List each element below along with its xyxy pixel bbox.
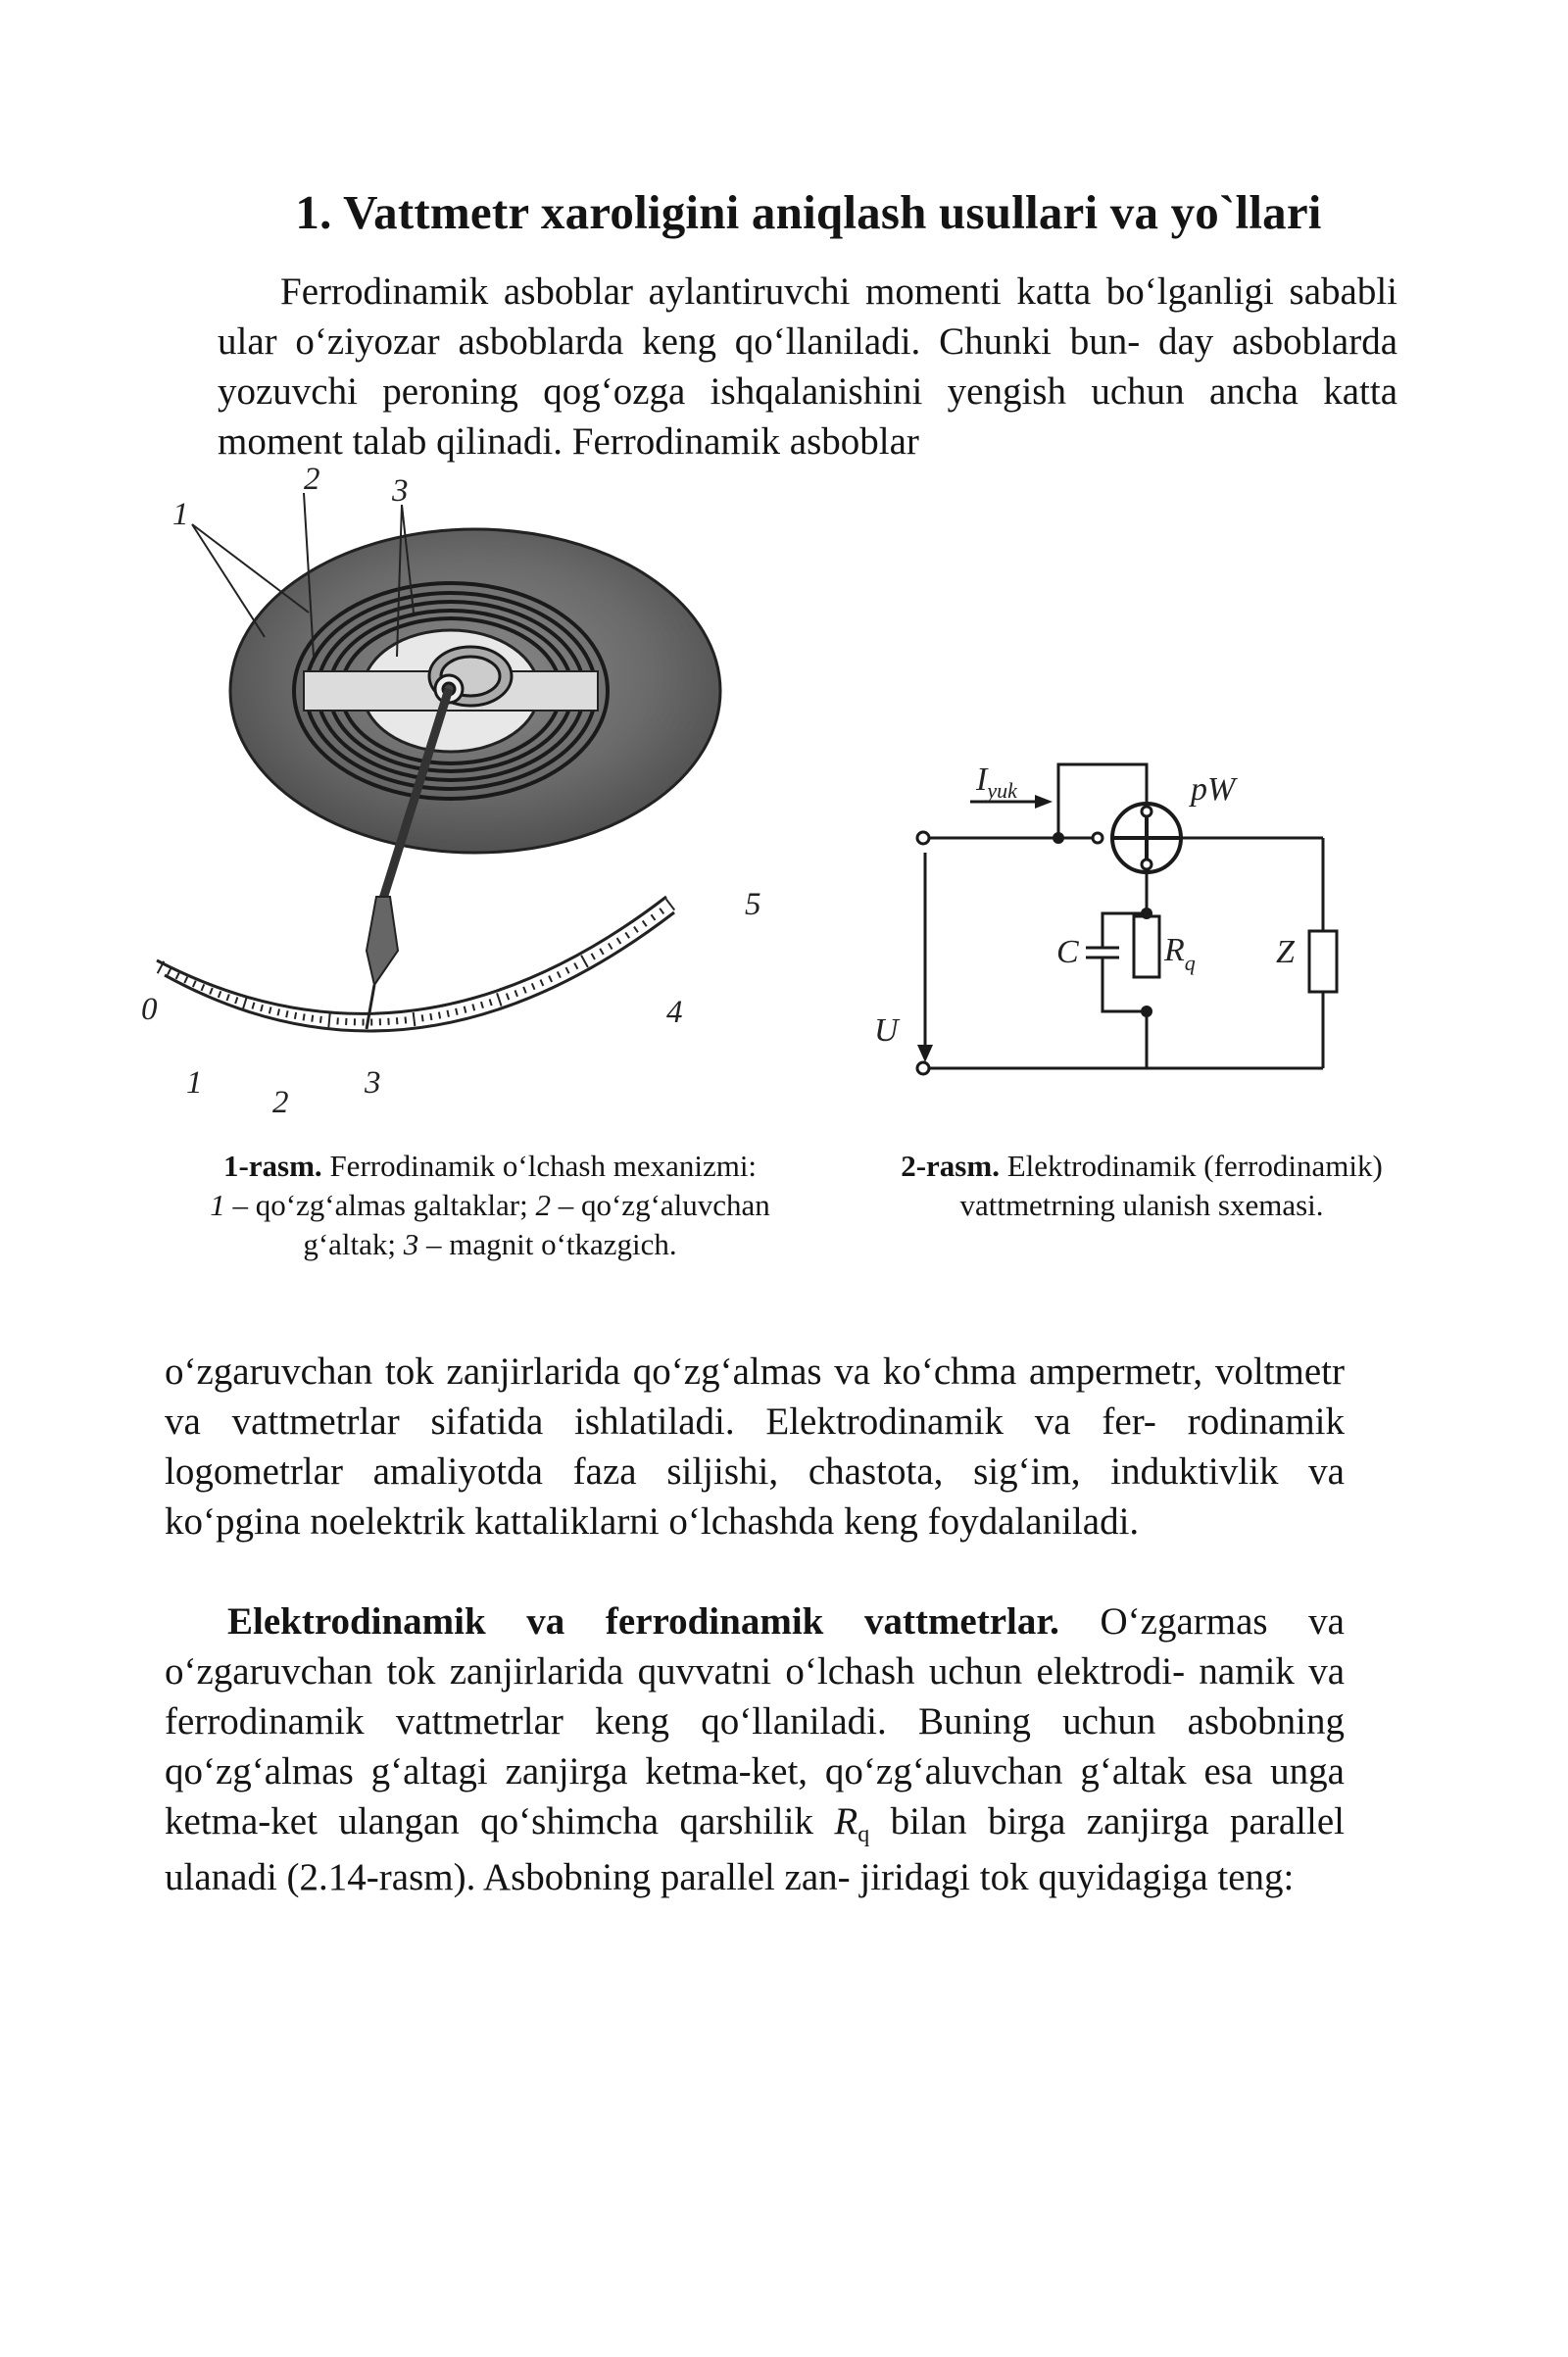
label-voltage: U	[874, 1012, 899, 1049]
scale-tick	[295, 1012, 296, 1019]
scale-tick	[252, 1003, 254, 1009]
scale-arc	[157, 897, 666, 1013]
symbol-rq: R	[834, 1800, 858, 1842]
figure1-caption: 1-rasm. Ferrodinamik o‘lchash mexanizmi: 1 – qo‘zg‘almas galtaklar; 2 – qo‘zg‘aluvchan g‘altak; 3 – magnit o‘tkazgich.	[210, 1149, 770, 1261]
scale-tick	[277, 1008, 279, 1015]
scale-tick	[549, 976, 552, 982]
part-label-1: 1	[172, 497, 189, 532]
scale-tick	[176, 973, 179, 979]
scale-tick	[235, 997, 237, 1004]
scale-tick	[447, 1010, 448, 1017]
scale-tick	[643, 920, 647, 926]
circuit-diagram	[853, 755, 1362, 1098]
body-paragraph-2	[165, 1347, 1345, 1547]
scale-tick	[337, 1017, 338, 1024]
scale-tick	[439, 1012, 440, 1019]
scale-tick	[472, 1005, 474, 1011]
scale-tick	[591, 954, 594, 959]
text-line: induktivlik va ko‘pgina noelektrik kattaliklarni o‘lchashda keng	[165, 1450, 1345, 1543]
scale-tick	[565, 967, 568, 973]
scale-tick	[625, 932, 629, 938]
scale-tick	[320, 1016, 321, 1023]
scale-label-3: 3	[365, 1065, 381, 1101]
label-resistor: $R_q$	[1164, 932, 1196, 975]
figure-ferrodynamic-mechanism	[141, 462, 764, 1132]
text-line: voltmetr va vattmetrlar sifatida ishlatiladi. Elektrodinamik va fer-	[165, 1350, 1345, 1443]
scale-tick	[660, 908, 663, 914]
scale-label-2: 2	[272, 1085, 289, 1120]
label-capacitor: C	[1056, 934, 1079, 970]
scale-tick	[574, 963, 577, 969]
pointer-tip	[367, 897, 398, 985]
scale-label-0: 0	[141, 992, 158, 1027]
text-line: day asboblarda yozuvchi peroning qog‘ozga ishqalanishini yengish	[218, 320, 1398, 413]
scale-tick	[193, 981, 196, 987]
label-load: Z	[1276, 934, 1295, 970]
intro-paragraph	[218, 267, 1397, 466]
scale-tick	[456, 1008, 458, 1015]
scale-tick	[514, 990, 517, 997]
scale-tick	[422, 1014, 423, 1021]
scale-tick	[243, 997, 247, 1009]
scale-tick	[397, 1017, 398, 1024]
scale-tick	[270, 1007, 271, 1013]
text-line: jiridagi tok quyidagiga teng:	[859, 1856, 1295, 1898]
caption-title: 2-rasm.	[901, 1149, 1000, 1183]
scale-tick	[414, 1012, 416, 1026]
resistor-rq-symbol	[1134, 916, 1159, 977]
text-line: rodinamik logometrlar amaliyotda faza siljishi, chastota, sig‘im,	[165, 1400, 1346, 1493]
scale-tick	[558, 971, 561, 977]
text-line: birga zanjirga parallel ulanadi (2.14-rasm). Asbobning parallel zan-	[165, 1800, 1345, 1898]
part-label-3: 3	[392, 473, 409, 509]
scale-tick	[581, 956, 588, 967]
section-heading: 1. Vattmetr xaroligini aniqlash usullari va yo`llari	[295, 185, 1322, 239]
scale-tick	[304, 1013, 305, 1020]
scale-tick	[405, 1016, 406, 1023]
label-wattmeter: pW	[1191, 771, 1236, 808]
bold-lead: Elektrodinamik va ferrodinamik vattmetrlar.	[227, 1600, 1059, 1643]
scale-tick	[184, 977, 187, 983]
scale-label-4: 4	[666, 995, 683, 1030]
scale-tick	[168, 968, 171, 974]
scale-tick	[651, 914, 655, 920]
scale-tick	[261, 1005, 263, 1011]
current-arrow	[1035, 795, 1053, 809]
voltage-arrow	[917, 1045, 933, 1062]
scale-tick	[666, 899, 675, 909]
text-line: uchun ancha katta moment talab qilinadi. Ferrodinamik asboblar	[218, 370, 1397, 463]
scale-tick	[202, 984, 205, 990]
text-line: asbobning qo‘zg‘almas g‘altagi zanjirga ketma-ket, qo‘zg‘aluvchan	[165, 1700, 1345, 1792]
scale-tick	[312, 1015, 313, 1022]
text-line: o‘zgaruvchan tok zanjirlarida qo‘zg‘almas va ko‘chma ampermetr,	[165, 1350, 1203, 1393]
scale-tick	[465, 1007, 466, 1013]
load-impedance-symbol	[1309, 931, 1337, 992]
scale-tick	[328, 1013, 329, 1027]
part-label-2: 2	[304, 462, 320, 497]
scale-tick	[210, 988, 213, 994]
scale-label-1: 1	[186, 1065, 203, 1101]
text-line: namik va ferrodinamik vattmetrlar keng qo‘llaniladi. Buning uchun	[165, 1650, 1346, 1743]
scale-tick	[617, 938, 621, 944]
scale-label-5: 5	[745, 887, 761, 922]
scale-tick	[634, 927, 638, 933]
scale-tick	[226, 994, 228, 1001]
figure2-caption: 2-rasm. Elektrodinamik (ferrodinamik) vattmetrning ulanish sxemasi.	[901, 1149, 1383, 1222]
text-line: sababli ular o‘ziyozar asboblarda keng qo‘llaniladi. Chunki bun-	[218, 270, 1397, 363]
moving-coil	[429, 647, 512, 706]
figure-wattmeter-circuit	[853, 755, 1362, 1098]
text-line: Ferrodinamik asboblar aylantiruvchi momenti katta bo‘lganligi	[280, 270, 1274, 313]
scale-tick	[523, 987, 526, 993]
text-line: o‘zgaruvchan tok zanjirlarida quvvatni o‘lchash uchun elektrodi-	[165, 1650, 1186, 1693]
scale-tick	[497, 993, 502, 1006]
scale-tick	[490, 999, 492, 1006]
scale-tick	[609, 944, 612, 950]
text-line: foydalaniladi.	[927, 1500, 1140, 1543]
scale-tick	[219, 991, 220, 998]
scale-tick	[600, 949, 604, 955]
scale-tick	[507, 994, 509, 1001]
mechanism-illustration	[141, 462, 764, 1132]
scale-tick	[540, 980, 543, 986]
scale-tick	[430, 1013, 431, 1020]
body-paragraph-3: Elektrodinamik va ferrodinamik vattmetrlar. O‘zgarmas va o‘zgaruvchan tok zanjirlarida quvvatni o‘lchash uchun elektrodi- namik va ferrodinamik vattmetrlar keng qo‘llaniladi. Buning uchun asbobning qo‘zg‘almas g‘altagi zanjirga ketma-ket, qo‘zg‘aluvchan g‘altak esa unga ketma-ket ulangan qo‘shimcha qarshilik $R_q$ bilan birga zanjirga parallel ulanadi (2.14-rasm). Asbobning parallel zan- jiridagi tok quyidagiga teng:	[165, 1600, 1346, 1898]
label-current: $I_{yuk}$	[976, 761, 1017, 803]
scale-tick	[532, 983, 535, 989]
caption-title: 1-rasm.	[222, 1149, 322, 1183]
scale-tick	[481, 1002, 483, 1008]
scale-tick	[286, 1010, 287, 1017]
circuit-wires	[923, 764, 1323, 1068]
